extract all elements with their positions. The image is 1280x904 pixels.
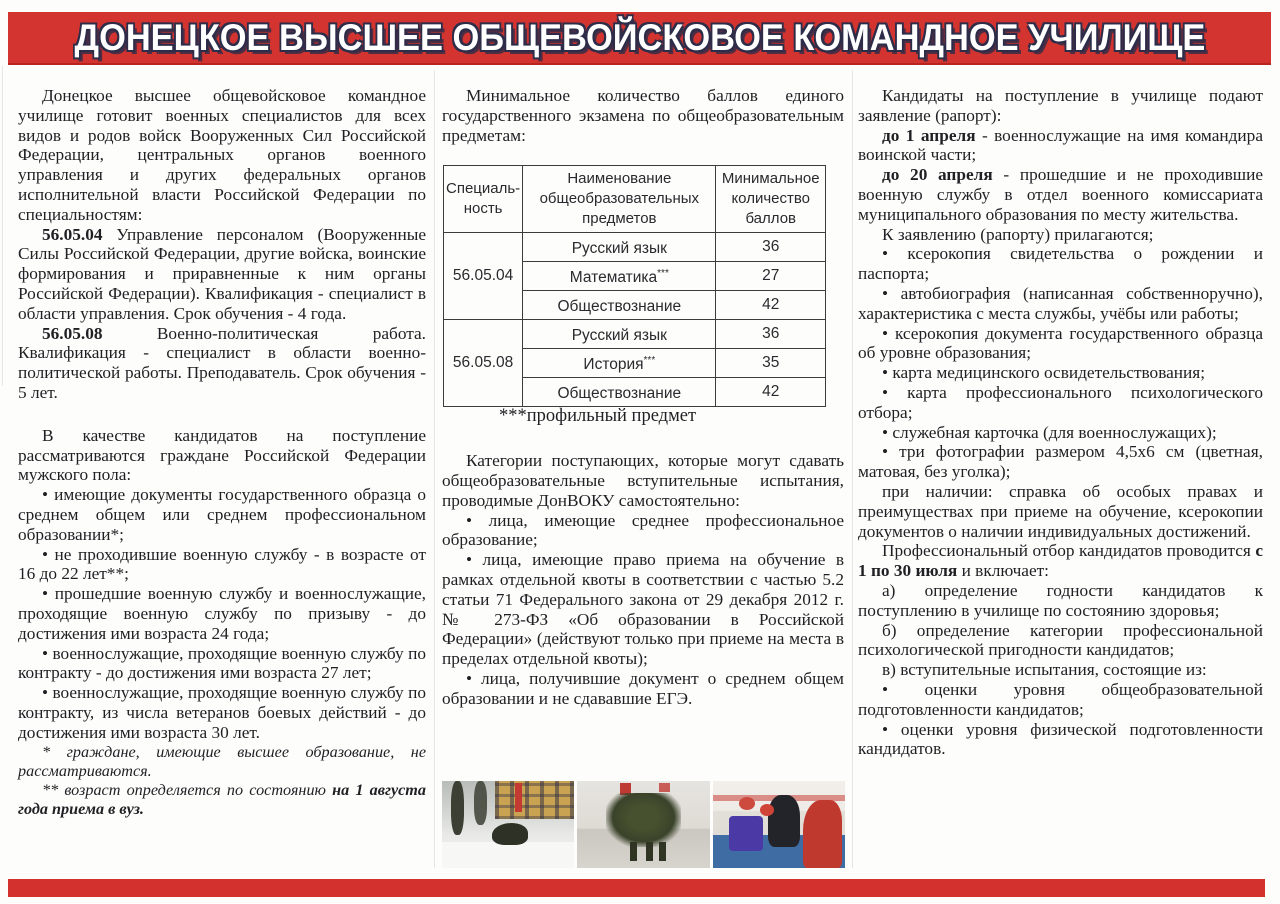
deadline-april-1: до 1 апреля - военнослужащие на имя командира воинской части; [858, 125, 1263, 165]
categories-paragraph: Категории поступающих, которые могут сдавать общеобразовательные вступительные испытания, проводимые ДонВОКУ самостоятельно: [442, 451, 844, 510]
middle-column [442, 86, 844, 709]
soldier-squad [606, 793, 680, 847]
intro-paragraph: Донецкое высшее общевойсковое командное училище готовит военных специалистов для всех видов и родов войск Вооруженных Сил Российской Федерации, центральных органов военного управления и других федеральных органов исполнительной власти Российской Федерации по специальностям: [18, 86, 426, 224]
bullet-item: • ксерокопия документа государственного образца об уровне образования; [858, 323, 1263, 363]
bullet-item: • имеющие документы государственного образца о среднем общем или среднем профессиональном образовании*; [18, 485, 426, 544]
bullet-item: • прошедшие военную службу и военнослужащие, проходящие военную службу по призыву - до достижения ими возраста 24 года; [18, 584, 426, 643]
boxing-glove [760, 804, 774, 816]
soldier-legs [659, 842, 666, 861]
hand-to-hand-combat-training-photo [713, 781, 845, 868]
footnote-1: * граждане, имеющие высшее образование, не рассматриваются. [18, 742, 426, 780]
right-column [858, 86, 1263, 759]
score-cell: 36 [716, 233, 826, 262]
specialty-code-cell: 56.05.04 [444, 233, 523, 320]
bullet-item: • военнослужащие, проходящие военную службу по контракту, из числа ветеранов боевых действий - до достижения ими возраста 30 лет. [18, 683, 426, 742]
selection-item: а) определение годности кандидатов к поступлению в училище по состоянию здоровья; [858, 580, 1263, 620]
selection-item: в) вступительные испытания, состоящие из: [882, 660, 1207, 680]
yellow-building [495, 781, 574, 819]
specialty-code: 56.05.04 [42, 224, 103, 244]
min-scores-intro: Минимальное количество баллов единого государственного экзамена по общеобразовательным предметам: [442, 86, 844, 145]
table-row [444, 233, 826, 262]
subject-cell: История*** [523, 349, 716, 378]
min-scores-table [443, 165, 826, 407]
red-banner [515, 783, 522, 813]
soldiers-marching-photo [577, 781, 709, 868]
score-cell: 42 [716, 291, 826, 320]
red-headgear [739, 797, 755, 810]
table-footnote: ***профильный предмет [499, 406, 697, 427]
scan-fold-line-left [2, 66, 3, 386]
crouching-soldier [492, 823, 528, 845]
specialty-code-cell: 56.05.08 [444, 320, 523, 407]
table-row [444, 320, 826, 349]
bullet-item: • ксерокопия свидетельства о рождении и паспорта; [858, 244, 1263, 284]
subject-cell: Русский язык [523, 320, 716, 349]
fold-line-2 [852, 70, 853, 868]
bottom-red-bar [8, 879, 1265, 897]
if-available-paragraph: при наличии: справка об особых правах и преимуществах при приеме на обучение, ксерокопии документов о наличии индивидуальных достижений. [858, 481, 1263, 541]
score-cell: 35 [716, 349, 826, 378]
bullet-item: • оценки уровня общеобразовательной подготовленности кандидатов; [858, 679, 1263, 719]
profile-subject-marker: *** [643, 355, 656, 367]
score-cell: 42 [716, 378, 826, 407]
fold-line-1 [434, 70, 435, 868]
bullet-item: • карта медицинского освидетельствования; [882, 363, 1206, 383]
column-header-specialty: Специаль-ность [444, 166, 523, 233]
footnote-2: ** возраст определяется по состоянию на 1 августа года приема в вуз. [18, 780, 426, 818]
page-title: ДОНЕЦКОЕ ВЫСШЕЕ ОБЩЕВОЙСКОВОЕ КОМАНДНОЕ УЧИЛИЩЕ [74, 16, 1205, 58]
fighter-red-vest [803, 800, 843, 868]
bullet-item: • военнослужащие, проходящие военную службу по контракту - до достижения ими возраста 27 лет; [18, 643, 426, 683]
specialty-code: 56.05.08 [42, 323, 103, 343]
specialty-text: Военно-политическая работа. Квалификация - специалист в области военно-политической работы. Преподаватель. Срок обучения - 5 лет. [18, 323, 426, 402]
bullet-item: • лица, имеющие право приема на обучение в рамках отдельной квоты в соответствии с частью 5.2 статьи 71 Федерального закона от 29 декабря 2012 г. № 273-ФЗ «Об образовании в Российской Федерации» (действуют только при приеме на места в пределах отдельной квоты); [442, 550, 844, 669]
bullet-item: • служебная карточка (для военнослужащих); [882, 422, 1217, 442]
attachments-intro: К заявлению (рапорту) прилагаются; [882, 224, 1154, 244]
bullet-item: • оценки уровня физической подготовленности кандидатов. [858, 719, 1263, 759]
left-column [18, 86, 426, 819]
tree [451, 781, 464, 835]
score-cell: 36 [716, 320, 826, 349]
application-intro: Кандидаты на поступление в училище подают заявление (рапорт): [858, 86, 1263, 125]
score-cell: 27 [716, 262, 826, 291]
soldier-legs [646, 842, 653, 861]
bullet-item: • автобиография (написанная собственноручно), характеристика с места службы, учёбы или работы; [858, 283, 1263, 323]
profile-subject-marker: *** [657, 268, 669, 280]
bullet-item: • карта профессионального психологического отбора; [858, 382, 1263, 422]
specialty-text: Управление персоналом (Вооруженные Силы Российской Федерации, другие войска, воинские формирования и приравненные к ним органы Российской Федерации). Квалификация - специалист в области управления. Срок обучения - 4 года. [18, 224, 426, 323]
red-flag [659, 783, 670, 792]
fighter-dark [768, 795, 800, 847]
subject-cell: Обществознание [523, 291, 716, 320]
winter-field-training-photo [442, 781, 574, 868]
candidates-paragraph: В качестве кандидатов на поступление рассматриваются граждане Российской Федерации мужского пола: [18, 425, 426, 485]
deadline-april-20: до 20 апреля - прошедшие и не проходившие военную службу в отдел военного комиссариата муниципального образования по месту жительства. [858, 165, 1263, 224]
bullet-item: • лица, получившие документ о среднем общем образовании и не сдававшие ЕГЭ. [442, 668, 844, 708]
selection-paragraph: Профессиональный отбор кандидатов проводится с 1 по 30 июля и включает: [858, 541, 1263, 581]
bullet-item: • не проходившие военную службу - в возрасте от 16 до 22 лет**; [18, 544, 426, 584]
subject-cell: Математика*** [523, 262, 716, 291]
header-band [8, 12, 1271, 65]
photo-strip [442, 781, 845, 868]
subject-cell: Обществознание [523, 378, 716, 407]
punching-bag [729, 816, 763, 851]
selection-item: б) определение категории профессиональной психологической пригодности кандидатов; [858, 620, 1263, 660]
bullet-item: • три фотографии размером 4,5х6 см (цветная, матовая, без уголка); [858, 442, 1263, 482]
snow-ground [442, 842, 574, 868]
table-header-row [444, 166, 826, 233]
subject-cell: Русский язык [523, 233, 716, 262]
tree [474, 781, 487, 825]
bullet-item: • лица, имеющие среднее профессиональное образование; [442, 510, 844, 550]
column-header-min-score: Минимальное количество баллов [716, 166, 826, 233]
specialty-56-05-08 [18, 324, 426, 403]
soldier-legs [630, 842, 637, 861]
column-header-subjects: Наименование общеобразовательных предметов [523, 166, 716, 233]
specialty-56-05-04 [18, 225, 426, 324]
